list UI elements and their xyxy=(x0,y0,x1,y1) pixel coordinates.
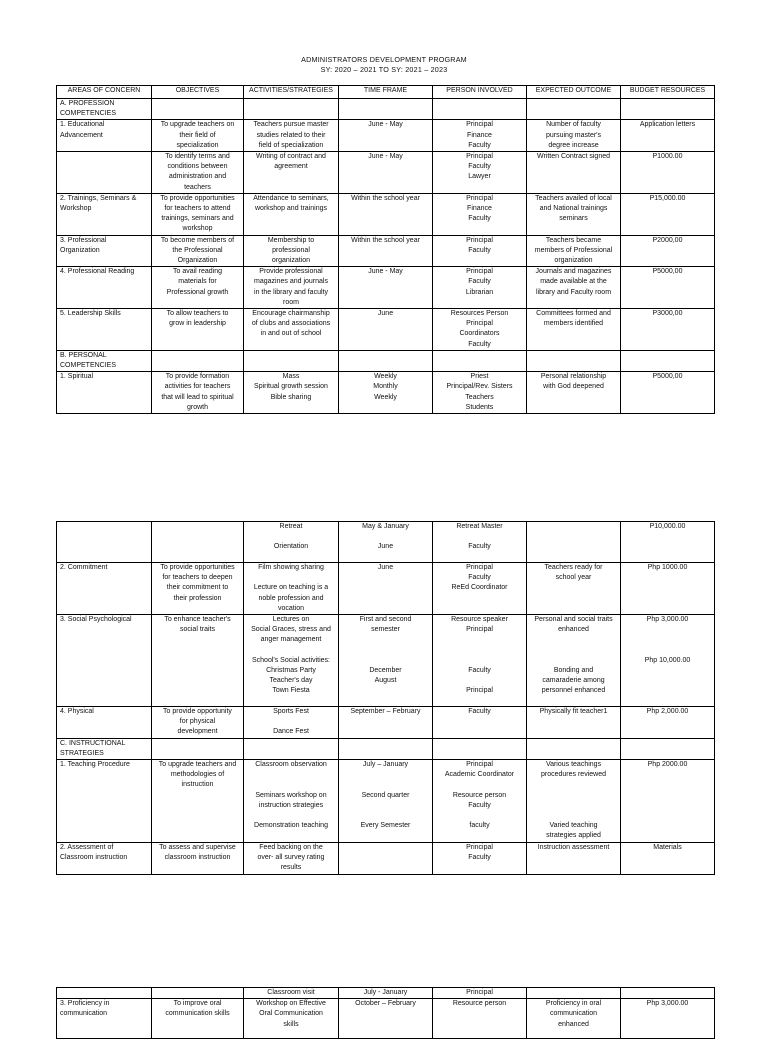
cell-budget-resources: Php 2,000.00 xyxy=(621,707,715,739)
cell-areas-of-concern: C. INSTRUCTIONAL STRATEGIES xyxy=(57,738,152,759)
cell-activities-strategies: Feed backing on the over- all survey rating results xyxy=(244,842,339,874)
table-row xyxy=(57,738,715,759)
title-line-1: ADMINISTRATORS DEVELOPMENT PROGRAM xyxy=(301,55,467,64)
cell-objectives: To provide formation activities for teachers that will lead to spiritual growth xyxy=(152,372,244,414)
table-row xyxy=(57,267,715,309)
cell-budget-resources xyxy=(621,738,715,759)
cell-time-frame: September – February xyxy=(339,707,433,739)
cell-activities-strategies: Mass Spiritual growth session Bible sharing xyxy=(244,372,339,414)
cell-budget-resources xyxy=(621,99,715,120)
header-objectives: OBJECTIVES xyxy=(152,86,244,99)
cell-expected-outcome: Teachers availed of local and National trainings seminars xyxy=(527,193,621,235)
cell-budget-resources: P10,000.00 xyxy=(621,522,715,563)
cell-time-frame: July – January Second quarter Every Semester xyxy=(339,760,433,843)
cell-time-frame: June xyxy=(339,563,433,615)
table-row xyxy=(57,563,715,615)
cell-expected-outcome: Personal and social traits enhanced Bonding and camaraderie among personnel enhanced xyxy=(527,615,621,707)
table-row xyxy=(57,707,715,739)
cell-time-frame: Weekly Monthly Weekly xyxy=(339,372,433,414)
cell-expected-outcome: Various teachings procedures reviewed Varied teaching strategies applied xyxy=(527,760,621,843)
table-row xyxy=(57,372,715,414)
cell-objectives: To provide opportunities for teachers to deepen their commitment to their profession xyxy=(152,563,244,615)
cell-activities-strategies: Lectures on Social Graces, stress and anger management School's Social activities: Christmas Party Teacher's day Town Fiesta xyxy=(244,615,339,707)
table-row xyxy=(57,193,715,235)
header-person-involved: PERSON INVOLVED xyxy=(433,86,527,99)
cell-person-involved: Principal Finance Faculty xyxy=(433,120,527,152)
cell-areas-of-concern: B. PERSONAL COMPETENCIES xyxy=(57,350,152,371)
cell-person-involved: Retreat Master Faculty xyxy=(433,522,527,563)
cell-areas-of-concern: 3. Proficiency in communication xyxy=(57,999,152,1039)
cell-activities-strategies: Teachers pursue master studies related to their field of specialization xyxy=(244,120,339,152)
cell-person-involved: Principal xyxy=(433,988,527,999)
table-row xyxy=(57,522,715,563)
cell-activities-strategies: Workshop on Effective Oral Communication skills xyxy=(244,999,339,1039)
program-table-part-1 xyxy=(56,85,715,414)
cell-person-involved: Principal Finance Faculty xyxy=(433,193,527,235)
cell-activities-strategies: Classroom visit xyxy=(244,988,339,999)
cell-time-frame: June - May xyxy=(339,120,433,152)
cell-expected-outcome: Physically fit teacher1 xyxy=(527,707,621,739)
cell-budget-resources: Php 1000.00 xyxy=(621,563,715,615)
table-row xyxy=(57,350,715,371)
cell-time-frame xyxy=(339,350,433,371)
cell-areas-of-concern xyxy=(57,152,152,194)
cell-areas-of-concern: 1. Teaching Procedure xyxy=(57,760,152,843)
cell-time-frame: June - May xyxy=(339,152,433,194)
cell-budget-resources: P2000,00 xyxy=(621,235,715,267)
cell-activities-strategies: Provide professional magazines and journals in the library and faculty room xyxy=(244,267,339,309)
title-line-2: SY: 2020 – 2021 TO SY: 2021 – 2023 xyxy=(320,65,448,74)
cell-person-involved xyxy=(433,99,527,120)
cell-person-involved: Principal Faculty xyxy=(433,842,527,874)
cell-expected-outcome xyxy=(527,738,621,759)
cell-areas-of-concern: 1. Spiritual xyxy=(57,372,152,414)
cell-activities-strategies xyxy=(244,99,339,120)
cell-time-frame xyxy=(339,738,433,759)
cell-objectives xyxy=(152,522,244,563)
cell-areas-of-concern: A. PROFESSION COMPETENCIES xyxy=(57,99,152,120)
cell-person-involved: Principal Faculty xyxy=(433,235,527,267)
header-time-frame: TIME FRAME xyxy=(339,86,433,99)
cell-budget-resources: P1000.00 xyxy=(621,152,715,194)
document-title xyxy=(0,55,768,75)
header-activities-strategies: ACTIVITIES/STRATEGIES xyxy=(244,86,339,99)
cell-person-involved: Priest Principal/Rev. Sisters Teachers Students xyxy=(433,372,527,414)
cell-time-frame: Within the school year xyxy=(339,235,433,267)
cell-objectives: To provide opportunity for physical development xyxy=(152,707,244,739)
cell-time-frame xyxy=(339,842,433,874)
cell-areas-of-concern: 4. Physical xyxy=(57,707,152,739)
cell-activities-strategies: Writing of contract and agreement xyxy=(244,152,339,194)
cell-expected-outcome: Teachers became members of Professional organization xyxy=(527,235,621,267)
cell-objectives: To improve oral communication skills xyxy=(152,999,244,1039)
program-table-part-3 xyxy=(56,987,715,1039)
cell-time-frame: May & January June xyxy=(339,522,433,563)
cell-budget-resources: P15,000.00 xyxy=(621,193,715,235)
cell-activities-strategies: Sports Fest Dance Fest xyxy=(244,707,339,739)
cell-expected-outcome: Number of faculty pursuing master's degree increase xyxy=(527,120,621,152)
cell-objectives xyxy=(152,350,244,371)
table-row xyxy=(57,760,715,843)
cell-person-involved: Resource speaker Principal Faculty Principal xyxy=(433,615,527,707)
cell-objectives xyxy=(152,738,244,759)
table-row xyxy=(57,842,715,874)
cell-objectives: To upgrade teachers on their field of specialization xyxy=(152,120,244,152)
cell-areas-of-concern: 2. Assessment of Classroom instruction xyxy=(57,842,152,874)
table-header-row xyxy=(57,86,715,99)
cell-time-frame: July - January xyxy=(339,988,433,999)
cell-expected-outcome: Journals and magazines made available at the library and Faculty room xyxy=(527,267,621,309)
cell-time-frame: Within the school year xyxy=(339,193,433,235)
cell-person-involved: Faculty xyxy=(433,707,527,739)
table-row xyxy=(57,152,715,194)
cell-objectives: To enhance teacher's social traits xyxy=(152,615,244,707)
cell-objectives xyxy=(152,99,244,120)
cell-objectives: To allow teachers to grow in leadership xyxy=(152,309,244,351)
cell-areas-of-concern: 3. Social Psychological xyxy=(57,615,152,707)
cell-activities-strategies: Membership to professional organization xyxy=(244,235,339,267)
cell-budget-resources: Application letters xyxy=(621,120,715,152)
cell-objectives xyxy=(152,988,244,999)
cell-activities-strategies xyxy=(244,350,339,371)
cell-person-involved: Principal Academic Coordinator Resource person Faculty faculty xyxy=(433,760,527,843)
cell-expected-outcome xyxy=(527,988,621,999)
cell-expected-outcome: Committees formed and members identified xyxy=(527,309,621,351)
table-row xyxy=(57,99,715,120)
cell-budget-resources xyxy=(621,988,715,999)
cell-person-involved xyxy=(433,738,527,759)
cell-activities-strategies xyxy=(244,738,339,759)
cell-objectives: To provide opportunities for teachers to attend trainings, seminars and workshop xyxy=(152,193,244,235)
cell-areas-of-concern: 3. Professional Organization xyxy=(57,235,152,267)
cell-time-frame xyxy=(339,99,433,120)
cell-expected-outcome: Teachers ready for school year xyxy=(527,563,621,615)
cell-time-frame: October – February xyxy=(339,999,433,1039)
cell-person-involved: Resources Person Principal Coordinators Faculty xyxy=(433,309,527,351)
cell-budget-resources: Php 3,000.00 xyxy=(621,999,715,1039)
cell-time-frame: June - May xyxy=(339,267,433,309)
cell-objectives: To identify terms and conditions between administration and teachers xyxy=(152,152,244,194)
cell-activities-strategies: Encourage chairmanship of clubs and associations in and out of school xyxy=(244,309,339,351)
program-table-part-2 xyxy=(56,521,715,875)
cell-areas-of-concern xyxy=(57,522,152,563)
header-areas-of-concern: AREAS OF CONCERN xyxy=(57,86,152,99)
table-row xyxy=(57,615,715,707)
cell-expected-outcome: Personal relationship with God deepened xyxy=(527,372,621,414)
header-expected-outcome: EXPECTED OUTCOME xyxy=(527,86,621,99)
cell-areas-of-concern: 1. Educational Advancement xyxy=(57,120,152,152)
cell-expected-outcome xyxy=(527,99,621,120)
cell-objectives: To upgrade teachers and methodologies of instruction xyxy=(152,760,244,843)
cell-person-involved: Resource person xyxy=(433,999,527,1039)
table-row xyxy=(57,309,715,351)
cell-areas-of-concern: 5. Leadership Skills xyxy=(57,309,152,351)
cell-budget-resources: Materials xyxy=(621,842,715,874)
table-row xyxy=(57,999,715,1039)
cell-activities-strategies: Attendance to seminars, workshop and trainings xyxy=(244,193,339,235)
cell-person-involved: Principal Faculty Lawyer xyxy=(433,152,527,194)
cell-expected-outcome: Written Contract signed xyxy=(527,152,621,194)
cell-time-frame: June xyxy=(339,309,433,351)
cell-budget-resources: P3000,00 xyxy=(621,309,715,351)
cell-expected-outcome xyxy=(527,350,621,371)
cell-budget-resources: P5000,00 xyxy=(621,372,715,414)
header-budget-resources: BUDGET RESOURCES xyxy=(621,86,715,99)
cell-objectives: To assess and supervise classroom instruction xyxy=(152,842,244,874)
cell-areas-of-concern: 4. Professional Reading xyxy=(57,267,152,309)
cell-person-involved xyxy=(433,350,527,371)
cell-activities-strategies: Film showing sharing Lecture on teaching is a noble profession and vocation xyxy=(244,563,339,615)
cell-expected-outcome xyxy=(527,522,621,563)
cell-expected-outcome: Instruction assessment xyxy=(527,842,621,874)
cell-budget-resources: Php 2000.00 xyxy=(621,760,715,843)
cell-objectives: To become members of the Professional Organization xyxy=(152,235,244,267)
cell-activities-strategies: Classroom observation Seminars workshop on instruction strategies Demonstration teaching xyxy=(244,760,339,843)
cell-person-involved: Principal Faculty Librarian xyxy=(433,267,527,309)
cell-budget-resources: Php 3,000.00 Php 10,000.00 xyxy=(621,615,715,707)
cell-areas-of-concern xyxy=(57,988,152,999)
cell-budget-resources xyxy=(621,350,715,371)
cell-areas-of-concern: 2. Trainings, Seminars & Workshop xyxy=(57,193,152,235)
cell-expected-outcome: Proficiency in oral communication enhanced xyxy=(527,999,621,1039)
table-row xyxy=(57,235,715,267)
cell-objectives: To avail reading materials for Professional growth xyxy=(152,267,244,309)
table-row xyxy=(57,120,715,152)
cell-activities-strategies: Retreat Orientation xyxy=(244,522,339,563)
cell-person-involved: Principal Faculty ReEd Coordinator xyxy=(433,563,527,615)
cell-time-frame: First and second semester December August xyxy=(339,615,433,707)
cell-budget-resources: P5000,00 xyxy=(621,267,715,309)
table-row xyxy=(57,988,715,999)
cell-areas-of-concern: 2. Commitment xyxy=(57,563,152,615)
